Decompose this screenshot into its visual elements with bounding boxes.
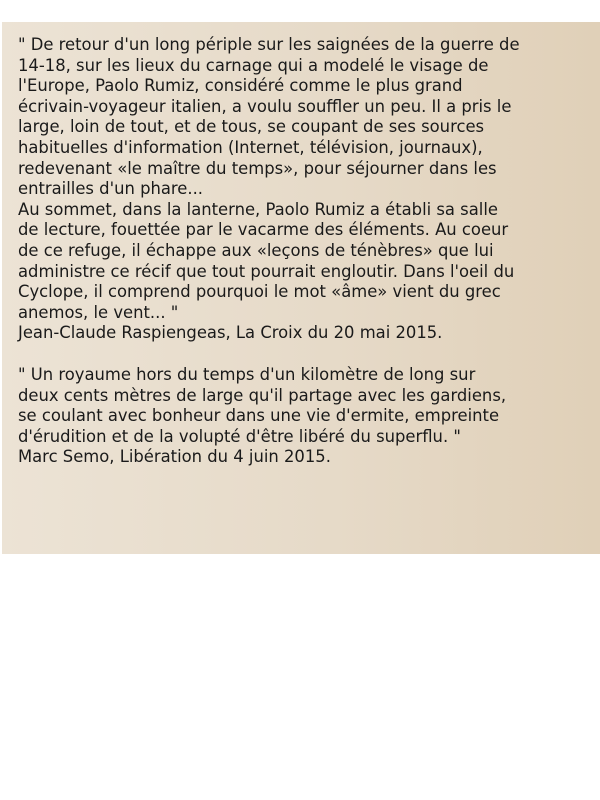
quote-line: d'érudition et de la volupté d'être libéré du superflu. ": [18, 426, 461, 446]
quote-source: Jean-Claude Raspiengeas, La Croix du 20 mai 2015.: [18, 323, 443, 343]
quote-line: anemos, le vent... ": [18, 302, 179, 322]
quote-line: l'Europe, Paolo Rumiz, considéré comme le plus grand: [18, 76, 463, 96]
paragraph-spacer: [18, 344, 586, 365]
quote-line: Au sommet, dans la lanterne, Paolo Rumiz a établi sa salle: [18, 199, 498, 219]
quote-line: " Un royaume hors du temps d'un kilomètre de long sur: [18, 364, 476, 384]
quote-line: se coulant avec bonheur dans une vie d'ermite, empreinte: [18, 406, 500, 426]
quote-line: large, loin de tout, et de tous, se coupant de ses sources: [18, 117, 485, 137]
quote-line: Cyclope, il comprend pourquoi le mot «âme» vient du grec: [18, 282, 501, 302]
quote-line: entrailles d'un phare...: [18, 179, 204, 199]
quote-line: " De retour d'un long périple sur les saignées de la guerre de: [18, 35, 520, 54]
press-quotes-panel: [2, 22, 600, 554]
quote-line: habituelles d'information (Internet, télévision, journaux),: [18, 137, 483, 157]
quote-line: deux cents mètres de large qu'il partage avec les gardiens,: [18, 385, 507, 405]
quote-line: de lecture, fouettée par le vacarme des éléments. Au coeur: [18, 220, 509, 240]
quote-line: 14-18, sur les lieux du carnage qui a modelé le visage de: [18, 55, 489, 75]
quote-line: de ce refuge, il échappe aux «leçons de ténèbres» que lui: [18, 240, 494, 260]
quote-line: écrivain-voyageur italien, a voulu souffler un peu. Il a pris le: [18, 96, 512, 116]
quote-line: redevenant «le maître du temps», pour séjourner dans les: [18, 158, 497, 178]
quote-line: administre ce récif que tout pourrait engloutir. Dans l'oeil du: [18, 261, 515, 281]
quote-source: Marc Semo, Libération du 4 juin 2015.: [18, 447, 331, 467]
quote-la-croix: [18, 35, 586, 344]
quote-liberation: [18, 365, 586, 468]
